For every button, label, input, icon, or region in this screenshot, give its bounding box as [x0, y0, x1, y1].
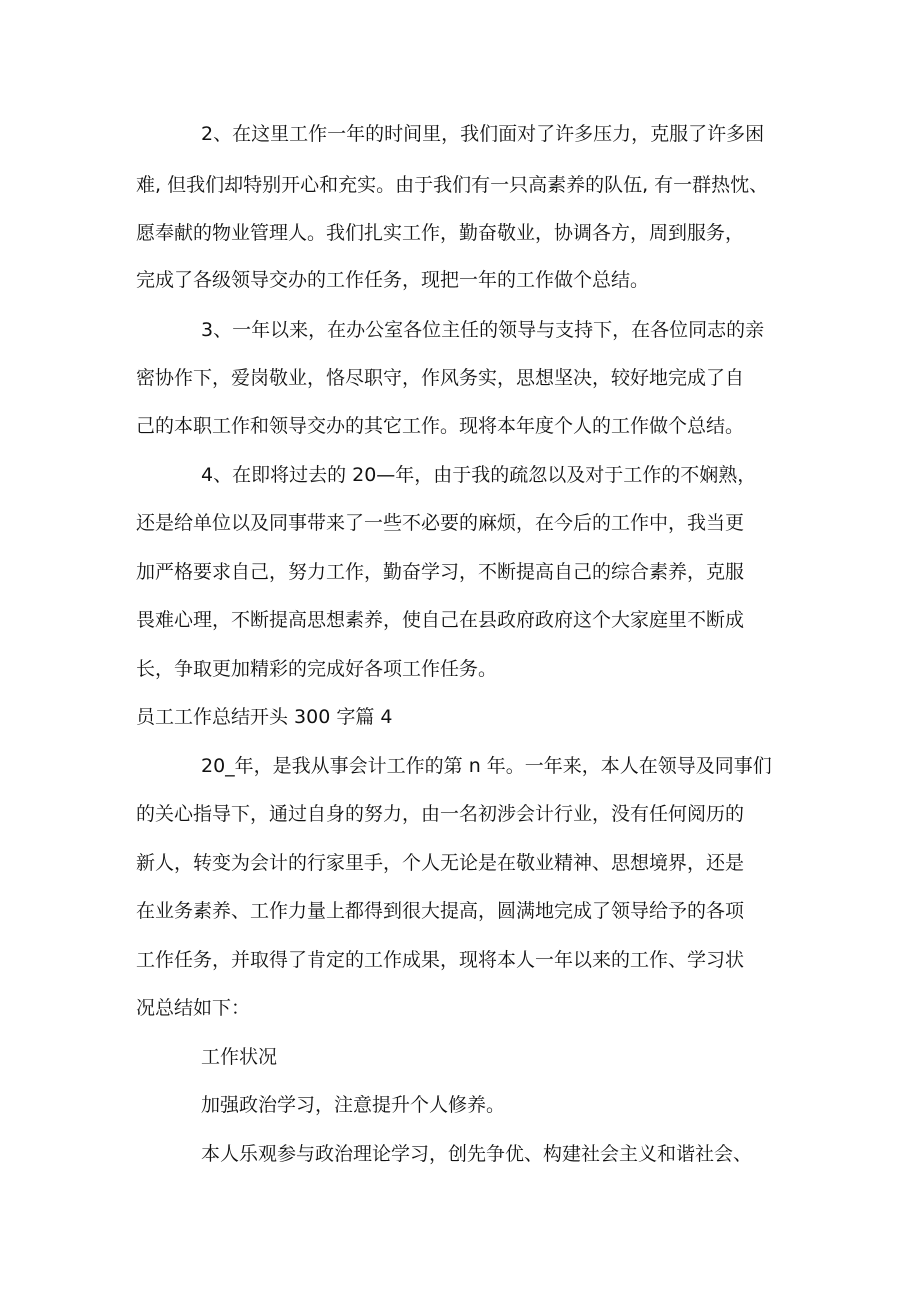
paragraph-2-line-3: 愿奉献的物业管理人。我们扎实工作，勤奋敬业，协调各方，周到服务，: [136, 222, 745, 244]
paragraph-3-line-3: 己的本职工作和领导交办的其它工作。现将本年度个人的工作做个总结。: [136, 415, 745, 437]
paragraph-5-line-1: 20_年，是我从事会计工作的第 n 年。一年来，本人在领导及同事们: [201, 755, 772, 777]
paragraph-4-line-4: 畏难心理，不断提高思想素养，使自己在县政府政府这个大家庭里不断成: [136, 609, 745, 631]
paragraph-2-line-2: 难, 但我们却特别开心和充实。由于我们有一只高素养的队伍, 有一群热忱、: [136, 174, 769, 196]
paragraph-2-line-1: 2、在这里工作一年的时间里，我们面对了许多压力，克服了许多困: [201, 123, 765, 145]
section-heading: 员工工作总结开头 300 字篇 4: [136, 706, 393, 728]
paragraph-4-line-1: 4、在即将过去的 20—年，由于我的疏忽以及对于工作的不娴熟，: [201, 464, 757, 486]
paragraph-4-line-5: 长，争取更加精彩的完成好各项工作任务。: [136, 658, 498, 680]
subheading-work-status: 工作状况: [201, 1046, 278, 1068]
paragraph-3-line-1: 3、一年以来，在办公室各位主任的领导与支持下，在各位同志的亲: [201, 319, 765, 341]
paragraph-3-line-2: 密协作下，爱岗敬业，恪尽职守，作风务实，思想坚决，较好地完成了自: [136, 367, 745, 389]
paragraph-5-line-4: 在业务素养、工作力量上都得到很大提高，圆满地完成了领导给予的各项: [136, 900, 745, 922]
paragraph-5-line-5: 工作任务，并取得了肯定的工作成果，现将本人一年以来的工作、学习状: [136, 949, 745, 971]
paragraph-5-line-2: 的关心指导下，通过自身的努力，由一名初涉会计行业，没有任何阅历的: [136, 803, 745, 825]
paragraph-5-line-3: 新人，转变为会计的行家里手，个人无论是在敬业精神、思想境界，还是: [136, 852, 745, 874]
paragraph-4-line-2: 还是给单位以及同事带来了一些不必要的麻烦，在今后的工作中，我当更: [136, 512, 745, 534]
subheading-political-study: 加强政治学习，注意提升个人修养。: [201, 1094, 506, 1116]
paragraph-4-line-3: 加严格要求自己，努力工作，勤奋学习，不断提高自己的综合素养，克服: [136, 561, 745, 583]
paragraph-6-line-1: 本人乐观参与政治理论学习，创先争优、构建社会主义和谐社会、: [201, 1143, 753, 1165]
paragraph-2-line-4: 完成了各级领导交办的工作任务，现把一年的工作做个总结。: [136, 269, 650, 291]
paragraph-5-line-6: 况总结如下：: [136, 997, 251, 1019]
